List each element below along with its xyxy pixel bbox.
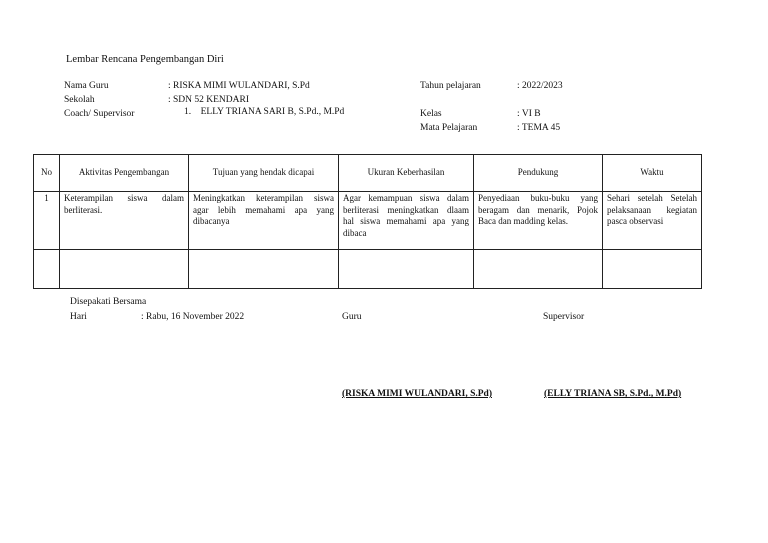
guru-label: Guru [342, 312, 362, 322]
cell-no [34, 250, 60, 289]
cell-tujuan: Meningkatkan keterampilan siswa agar lebih memahami apa yang dibacanya [189, 192, 339, 250]
cell-ukuran [339, 250, 474, 289]
header-no: No [34, 155, 60, 192]
value-nama-guru: : RISKA MIMI WULANDARI, S.Pd [168, 81, 310, 91]
header-pendukung: Pendukung [474, 155, 603, 192]
cell-no: 1 [34, 192, 60, 250]
cell-aktivitas: Keterampilan siswa dalam berliterasi. [60, 192, 189, 250]
agreement-day-value: : Rabu, 16 November 2022 [141, 312, 245, 322]
label-tahun-pelajaran: Tahun pelajaran [420, 81, 481, 91]
value-mata-pelajaran: : TEMA 45 [517, 123, 561, 133]
label-sekolah: Sekolah [64, 95, 95, 105]
cell-ukuran: Agar kemampuan siswa dalam berliterasi meningkatkan dlaam hal siswa memahami apa yang dibaca [339, 192, 474, 250]
label-kelas: Kelas [420, 109, 442, 119]
cell-pendukung [474, 250, 603, 289]
cell-aktivitas [60, 250, 189, 289]
header-tujuan: Tujuan yang hendak dicapai [189, 155, 339, 192]
value-tahun-pelajaran: : 2022/2023 [517, 81, 563, 91]
supervisor-signature-name: (ELLY TRIANA SB, S.Pd., M.Pd) [544, 389, 682, 399]
document-title: Lembar Rencana Pengembangan Diri [66, 54, 224, 65]
agreement-day-label: Hari [70, 312, 87, 322]
value-kelas: : VI B [517, 109, 541, 119]
label-coach-supervisor: Coach/ Supervisor [64, 109, 135, 119]
header-waktu: Waktu [603, 155, 702, 192]
guru-signature-name: (RISKA MIMI WULANDARI, S.Pd) [342, 389, 492, 399]
agreement-heading: Disepakati Bersama [70, 297, 147, 307]
development-plan-table [33, 154, 702, 289]
header-ukuran: Ukuran Keberhasilan [339, 155, 474, 192]
table-row [34, 192, 702, 250]
table-header-row [34, 155, 702, 192]
header-aktivitas: Aktivitas Pengembangan [60, 155, 189, 192]
value-coach-supervisor: 1. ELLY TRIANA SARI B, S.Pd., M.Pd [184, 107, 345, 117]
table-row [34, 250, 702, 289]
label-mata-pelajaran: Mata Pelajaran [420, 123, 478, 133]
cell-pendukung: Penyediaan buku-buku yang beragam dan menarik, Pojok Baca dan madding kelas. [474, 192, 603, 250]
cell-waktu: Sehari setelah Setelah pelaksanaan kegiatan pasca observasi [603, 192, 702, 250]
label-nama-guru: Nama Guru [64, 81, 109, 91]
value-sekolah: : SDN 52 KENDARI [168, 95, 250, 105]
cell-tujuan [189, 250, 339, 289]
cell-waktu [603, 250, 702, 289]
supervisor-label: Supervisor [543, 312, 585, 322]
